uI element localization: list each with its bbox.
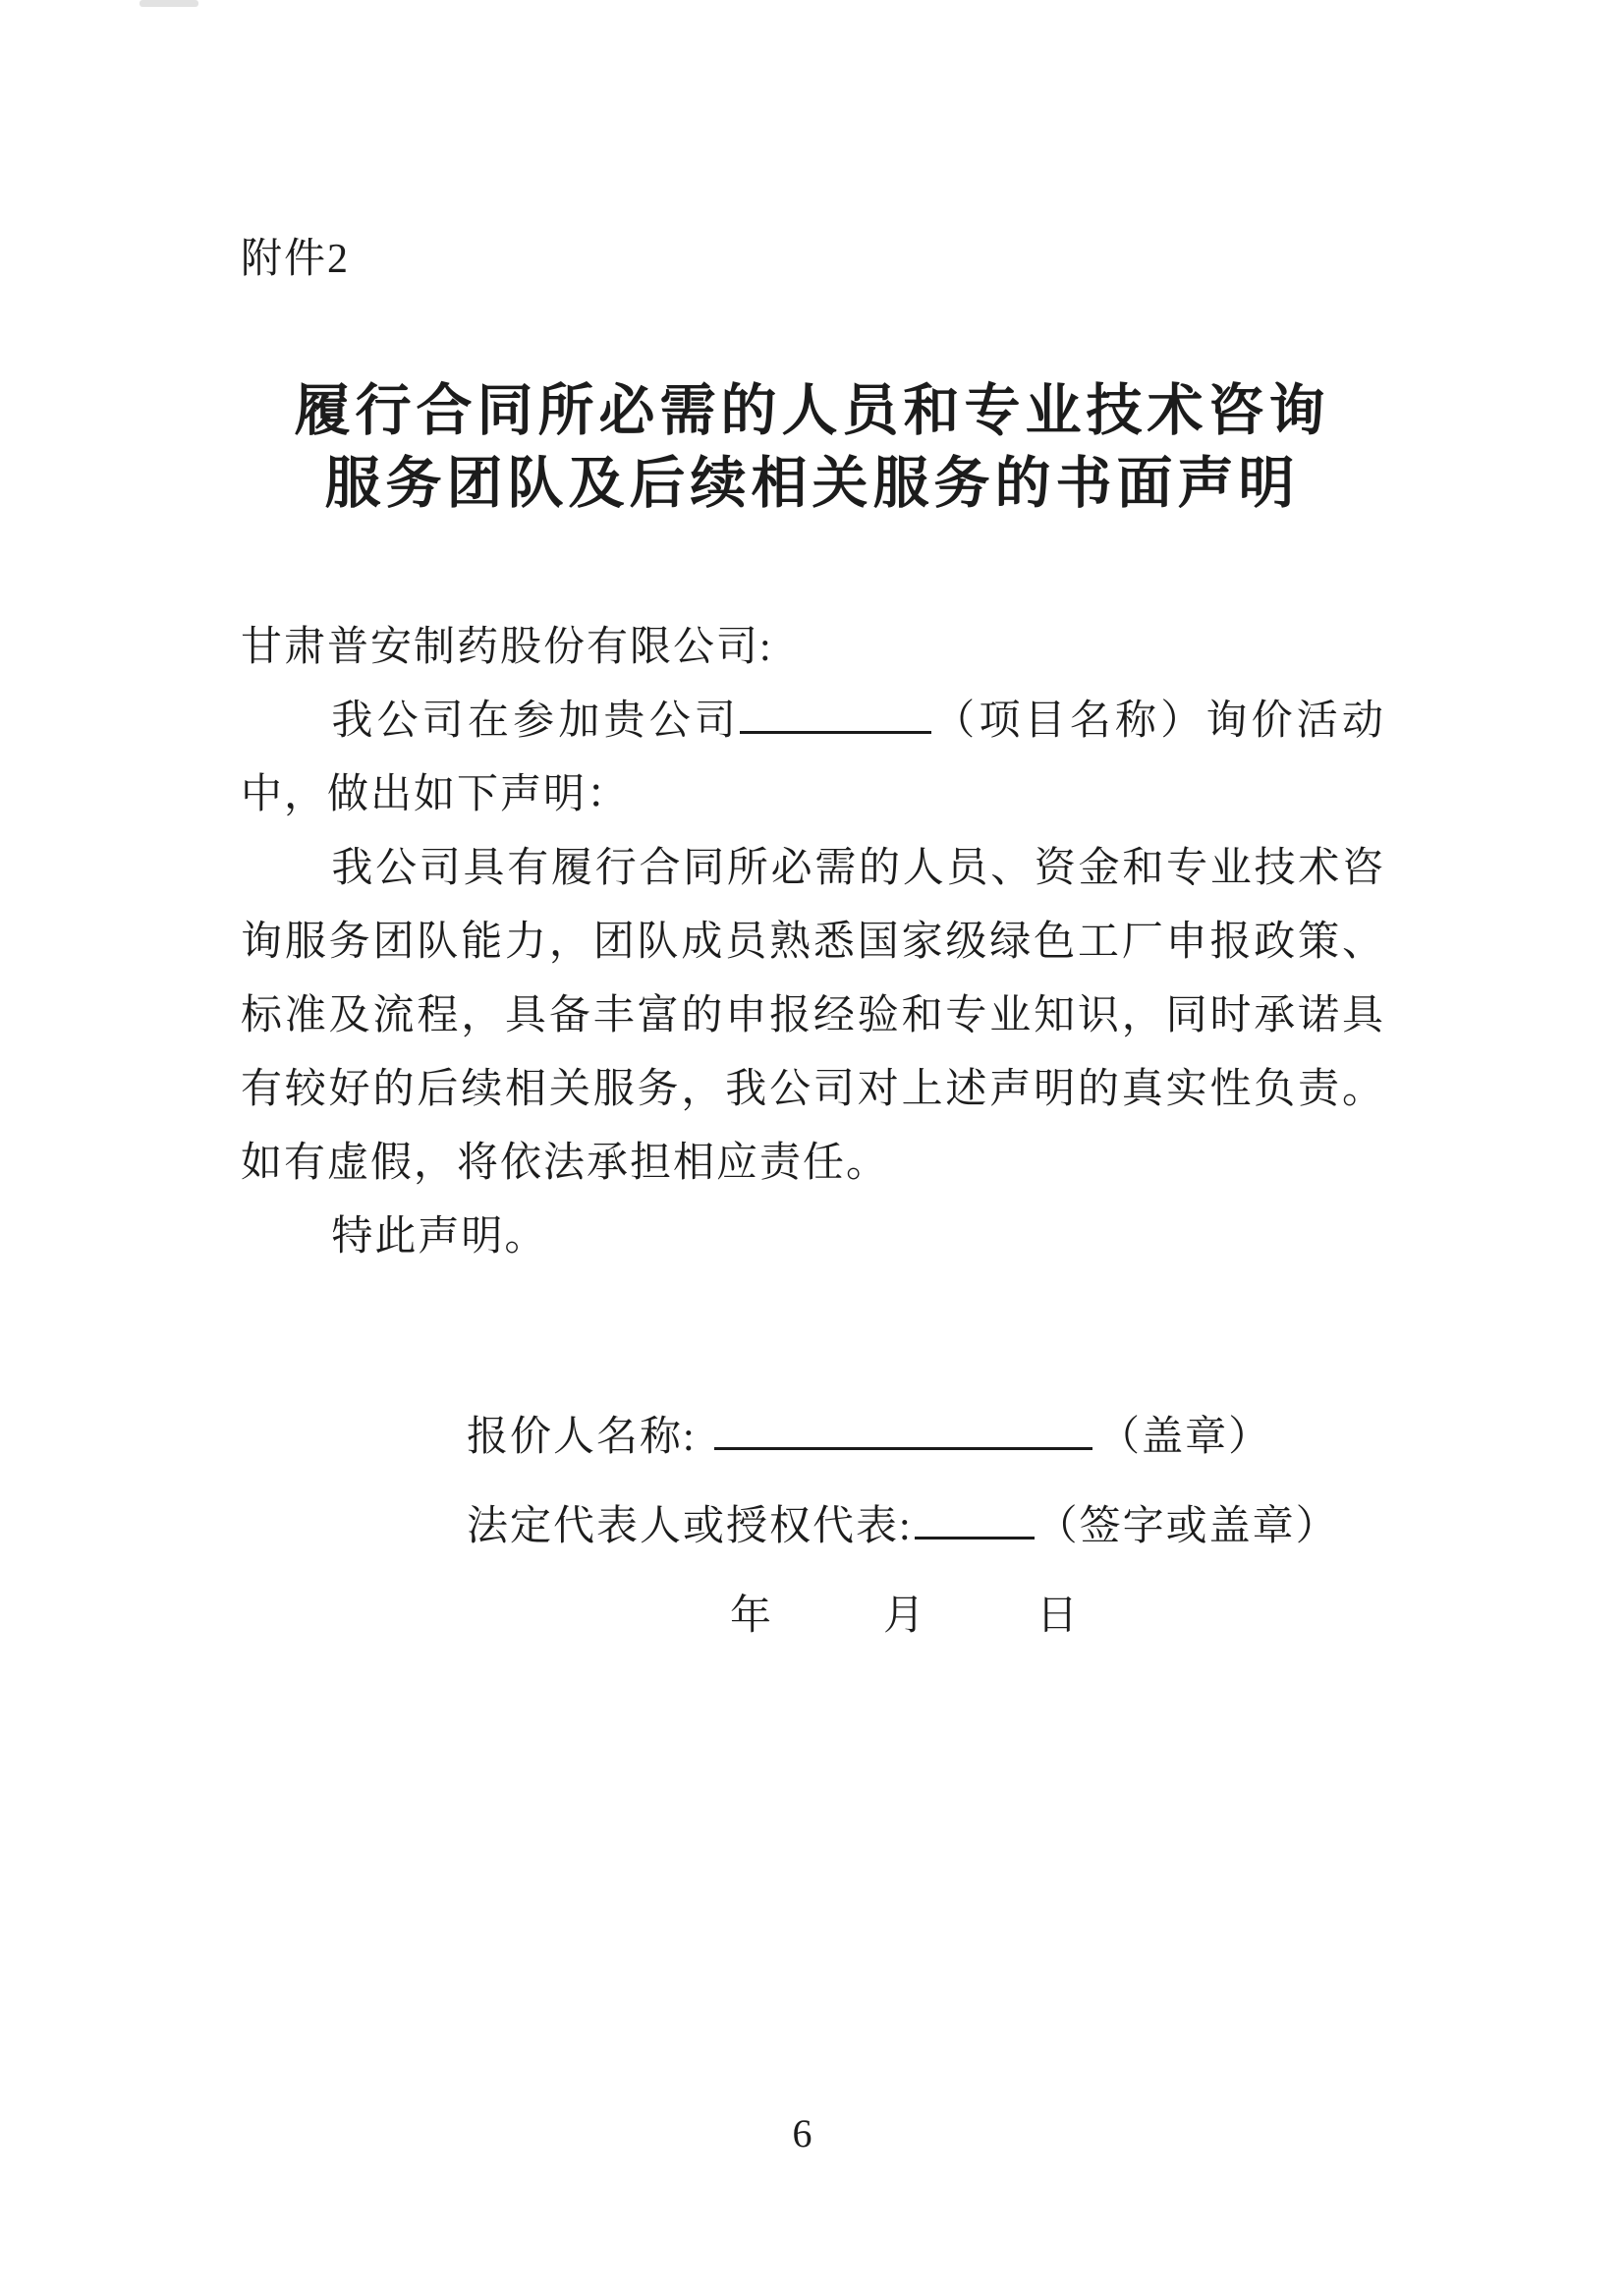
representative-label: 法定代表人或授权代表: <box>467 1504 913 1549</box>
bidder-name-label: 报价人名称: <box>467 1415 697 1460</box>
date-month-label: 月 <box>883 1594 927 1639</box>
document-title-line2: 服务团队及后续相关服务的书面声明 <box>324 453 1300 515</box>
document-body <box>241 611 1385 1274</box>
document-title-line1: 履行合同所必需的人员和专业技术咨询 <box>294 380 1330 442</box>
para1-after-blank: （项目名称）询价活动 <box>931 699 1385 744</box>
paragraph-2-line-1: 我公司具有履行合同所必需的人员、资金和专业技术咨 <box>331 846 1385 891</box>
project-name-blank-line <box>740 690 931 734</box>
attachment-label: 附件2 <box>241 237 351 282</box>
date-line <box>467 1572 1410 1661</box>
representative-line <box>467 1483 1410 1572</box>
date-year-label: 年 <box>730 1594 774 1639</box>
bidder-seal-label: （盖章） <box>1098 1415 1272 1460</box>
paragraph-2-line-2: 询服务团队能力，团队成员熟悉国家级绿色工厂申报政策、 <box>241 920 1385 965</box>
salutation: 甘肃普安制药股份有限公司: <box>241 625 773 670</box>
signature-block <box>467 1393 1410 1661</box>
para1-before-blank: 我公司在参加贵公司 <box>331 699 741 744</box>
paragraph-2-line-5: 如有虚假，将依法承担相应责任。 <box>241 1141 890 1186</box>
paragraph-2-line-4: 有较好的后续相关服务，我公司对上述声明的真实性负责。 <box>241 1067 1385 1112</box>
date-day-label: 日 <box>1036 1594 1081 1639</box>
closing-statement: 特此声明。 <box>331 1214 548 1259</box>
paragraph-1-line-1 <box>241 685 1385 758</box>
bidder-name-blank-line <box>714 1406 1092 1450</box>
paragraph-2-line-3: 标准及流程，具备丰富的申报经验和专业知识，同时承诺具 <box>241 993 1385 1038</box>
page-number: 6 <box>792 2111 812 2155</box>
scan-artifact <box>140 0 198 7</box>
bidder-name-line <box>467 1393 1410 1483</box>
paragraph-1-line-2: 中，做出如下声明： <box>241 772 631 817</box>
representative-seal-label: （签字或盖章） <box>1036 1504 1339 1549</box>
representative-blank-line <box>915 1495 1035 1539</box>
document-title <box>0 375 1624 521</box>
